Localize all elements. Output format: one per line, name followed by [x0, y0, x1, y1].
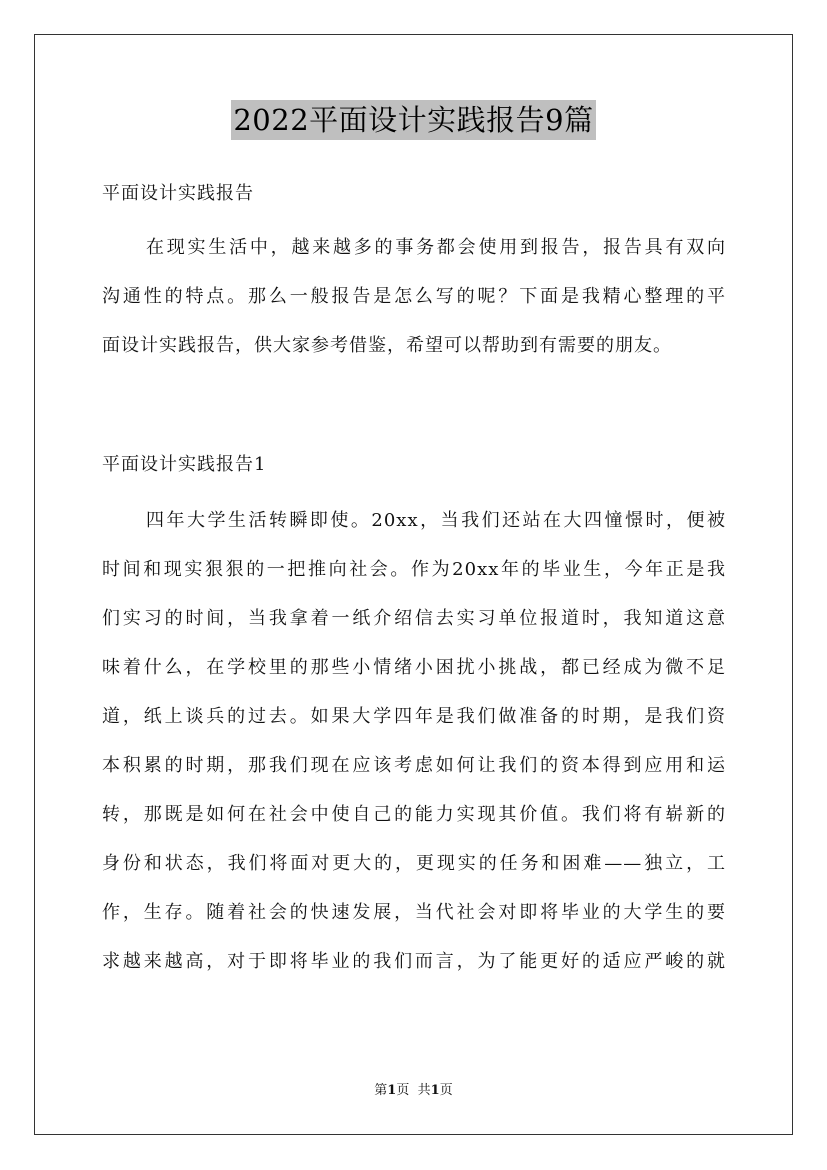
page-prefix: 第 — [374, 1083, 388, 1098]
intro-line: 在现实生活中，越来越多的事务都会使用到报告，报告具有双向 — [146, 237, 726, 258]
section1-line: 道，纸上谈兵的过去。如果大学四年是我们做准备的时期，是我们资 — [102, 706, 726, 727]
section1-line: 们实习的时间，当我拿着一纸介绍信去实习单位报道时，我知道这意 — [102, 608, 726, 629]
section1-line: 作，生存。随着社会的快速发展，当代社会对即将毕业的大学生的要 — [102, 902, 726, 923]
intro-line: 面设计实践报告，供大家参考借鉴，希望可以帮助到有需要的朋友。 — [102, 335, 672, 356]
page-suffix: 页 — [396, 1083, 410, 1098]
title-wrap — [0, 100, 827, 140]
section1-paragraph — [102, 496, 726, 986]
section1-line: 身份和状态，我们将面对更大的，更现实的任务和困难——独立，工 — [102, 853, 726, 874]
intro-heading: 平面设计实践报告 — [102, 183, 254, 204]
page-footer — [0, 1082, 827, 1100]
total-pages: 1 — [430, 1083, 440, 1098]
section1-line: 求越来越高，对于即将毕业的我们而言，为了能更好的适应严峻的就 — [102, 951, 726, 972]
page-number: 1 — [387, 1083, 397, 1098]
section1-line: 时间和现实狠狠的一把推向社会。作为20xx年的毕业生，今年正是我 — [102, 559, 726, 580]
section1-line: 四年大学生活转瞬即使。20xx，当我们还站在大四憧憬时，便被 — [146, 510, 726, 531]
document-title: 2022平面设计实践报告9篇 — [231, 100, 595, 140]
total-suffix: 页 — [439, 1083, 453, 1098]
section1-heading: 平面设计实践报告1 — [102, 454, 267, 475]
section1-line: 味着什么，在学校里的那些小情绪小困扰小挑战，都已经成为微不足 — [102, 657, 726, 678]
total-prefix: 共 — [417, 1083, 431, 1098]
section1-line: 转，那既是如何在社会中使自己的能力实现其价值。我们将有崭新的 — [102, 804, 726, 825]
section1-line: 本积累的时期，那我们现在应该考虑如何让我们的资本得到应用和运 — [102, 755, 726, 776]
intro-paragraph — [102, 223, 726, 370]
intro-line: 沟通性的特点。那么一般报告是怎么写的呢？下面是我精心整理的平 — [102, 286, 726, 307]
